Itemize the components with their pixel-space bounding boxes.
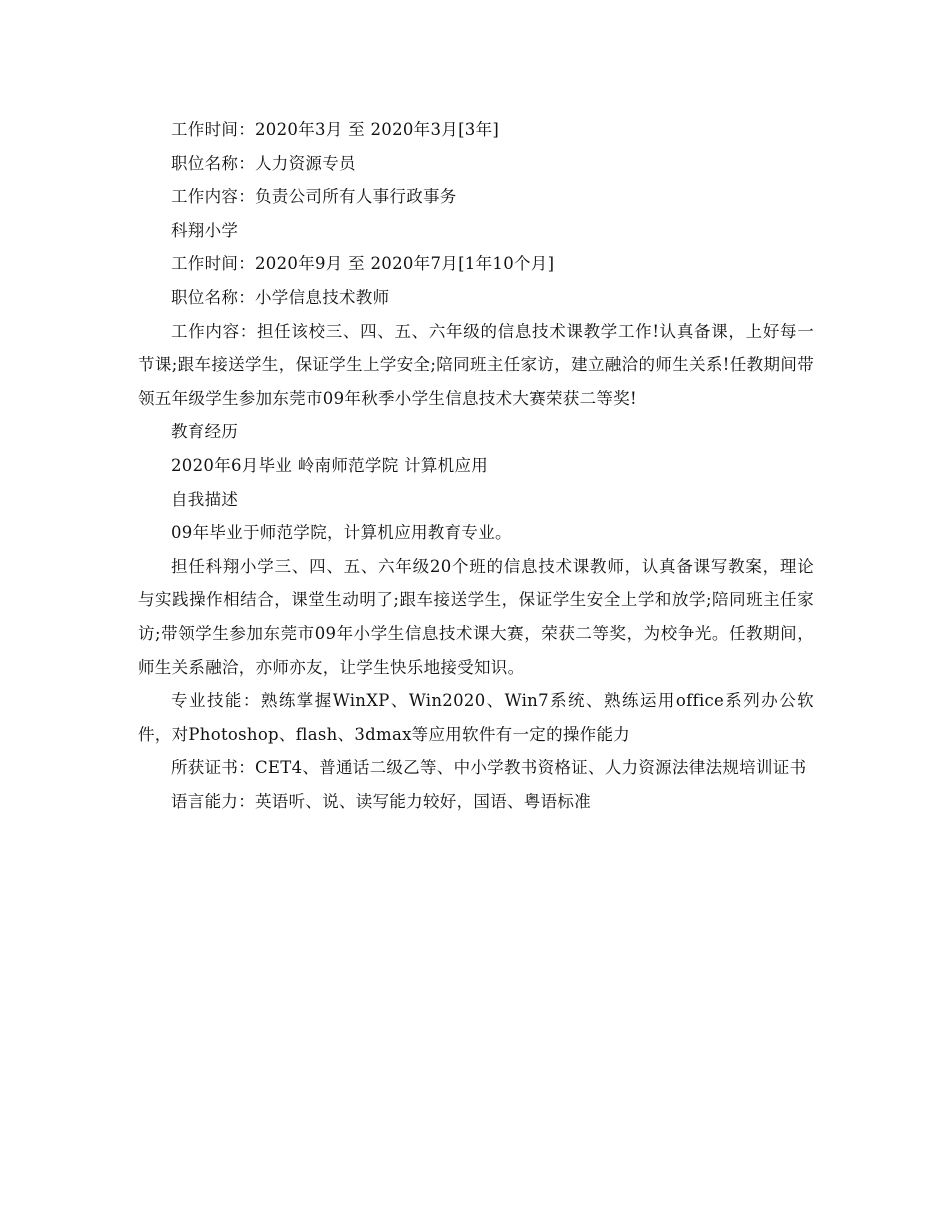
employer-name: 科翔小学 bbox=[171, 220, 239, 240]
language-ability: 语言能力：英语听、说、读写能力较好，国语、粤语标准 bbox=[171, 791, 591, 811]
self-description-heading: 自我描述 bbox=[171, 489, 239, 509]
job-content-2: 工作内容：担任该校三、四、五、六年级的信息技术课教学工作!认真备课，上好每一节课;跟车接送学生，保证学生上学安全;陪同班主任家访，建立融洽的师生关系!任教期间带领五年级学生参加东莞市09年秋季小学生信息技术大赛荣获二等奖! bbox=[138, 321, 814, 408]
job-content-1: 工作内容：负责公司所有人事行政事务 bbox=[171, 187, 457, 207]
work-time-2: 工作时间：2020年9月 至 2020年7月[1年10个月] bbox=[171, 254, 555, 274]
job-title-2: 职位名称：小学信息技术教师 bbox=[171, 287, 390, 307]
document-body bbox=[138, 113, 814, 818]
professional-skills: 专业技能：熟练掌握WinXP、Win2020、Win7系统、熟练运用office系列办公软件，对Photoshop、flash、3dmax等应用软件有一定的操作能力 bbox=[138, 691, 814, 744]
education-heading: 教育经历 bbox=[171, 422, 239, 442]
work-time-1: 工作时间：2020年3月 至 2020年3月[3年] bbox=[171, 120, 500, 139]
self-description-line-1: 09年毕业于师范学院，计算机应用教育专业。 bbox=[171, 523, 512, 543]
certificates: 所获证书：CET4、普通话二级乙等、中小学教书资格证、人力资源法律法规培训证书 bbox=[171, 758, 807, 778]
job-title-1: 职位名称：人力资源专员 bbox=[171, 153, 356, 173]
self-description-paragraph: 担任科翔小学三、四、五、六年级20个班的信息技术课教师，认真备课写教案，理论与实践操作相结合，课堂生动明了;跟车接送学生，保证学生安全上学和放学;陪同班主任家访;带领学生参加东莞市09年小学生信息技术课大赛，荣获二等奖，为校争光。任教期间，师生关系融洽，亦师亦友，让学生快乐地接受知识。 bbox=[138, 556, 814, 677]
education-entry: 2020年6月毕业 岭南师范学院 计算机应用 bbox=[171, 455, 489, 475]
